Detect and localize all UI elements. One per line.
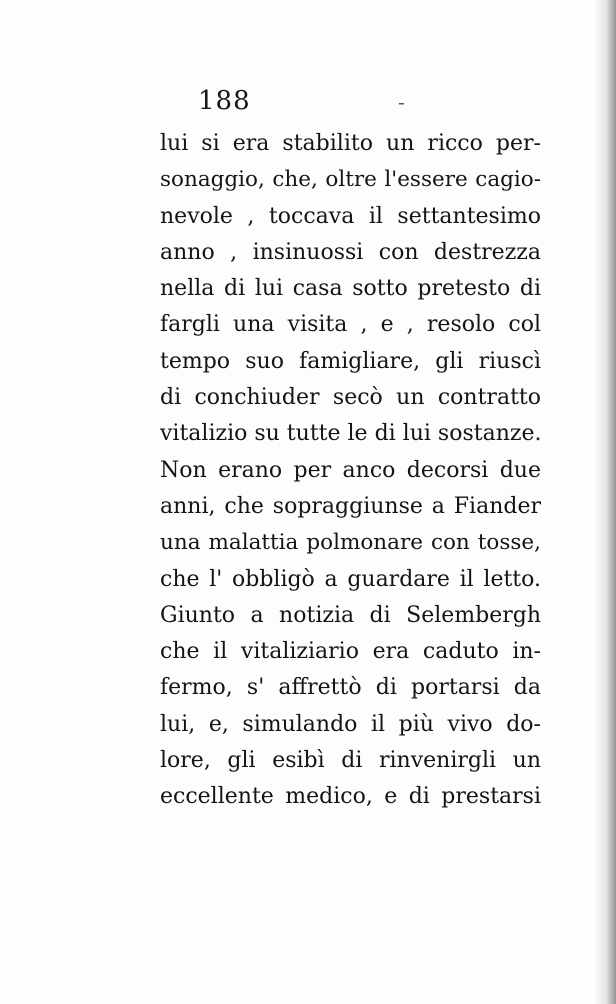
text-line: lui, e, simulando il più vivo do- <box>160 711 541 737</box>
page-edge-shadow <box>594 0 616 1004</box>
text-line: Non erano per anco decorsi due <box>160 457 541 483</box>
text-line: nevole , toccava il settantesimo <box>160 203 541 229</box>
text-line: lore, gli esibì di rinvenirgli un <box>160 748 541 774</box>
page-number: 188 <box>198 86 251 116</box>
text-line: nella di lui casa sotto pretesto di <box>160 276 541 302</box>
text-line: eccellente medico, e di prestarsi <box>160 784 541 810</box>
text-line: lui si era stabilito un ricco per- <box>160 131 541 156</box>
text-line: vitalizio su tutte le di lui sostanze. <box>160 421 542 447</box>
text-line: fermo, s' affrettò di portarsi da <box>160 675 541 701</box>
text-line: che il vitaliziario era caduto in- <box>160 639 541 665</box>
header-mark: - <box>398 90 405 114</box>
text-line: sonaggio, che, oltre l'essere cagio- <box>160 167 541 193</box>
text-line: tempo suo famigliare, gli riuscì <box>160 348 541 374</box>
text-line: di conchiuder secò un contratto <box>160 385 541 411</box>
text-line: anni, che sopraggiunse a Fiander <box>160 493 541 519</box>
text-line: anno , insinuossi con destrezza <box>160 239 541 265</box>
text-line: fargli una visita , e , resolo col <box>160 312 541 338</box>
text-line: che l' obbligò a guardare il letto. <box>160 566 541 592</box>
body-text <box>160 126 541 816</box>
text-line: Giunto a notizia di Selembergh <box>160 602 541 628</box>
text-line: una malattia polmonare con tosse, <box>160 530 541 556</box>
